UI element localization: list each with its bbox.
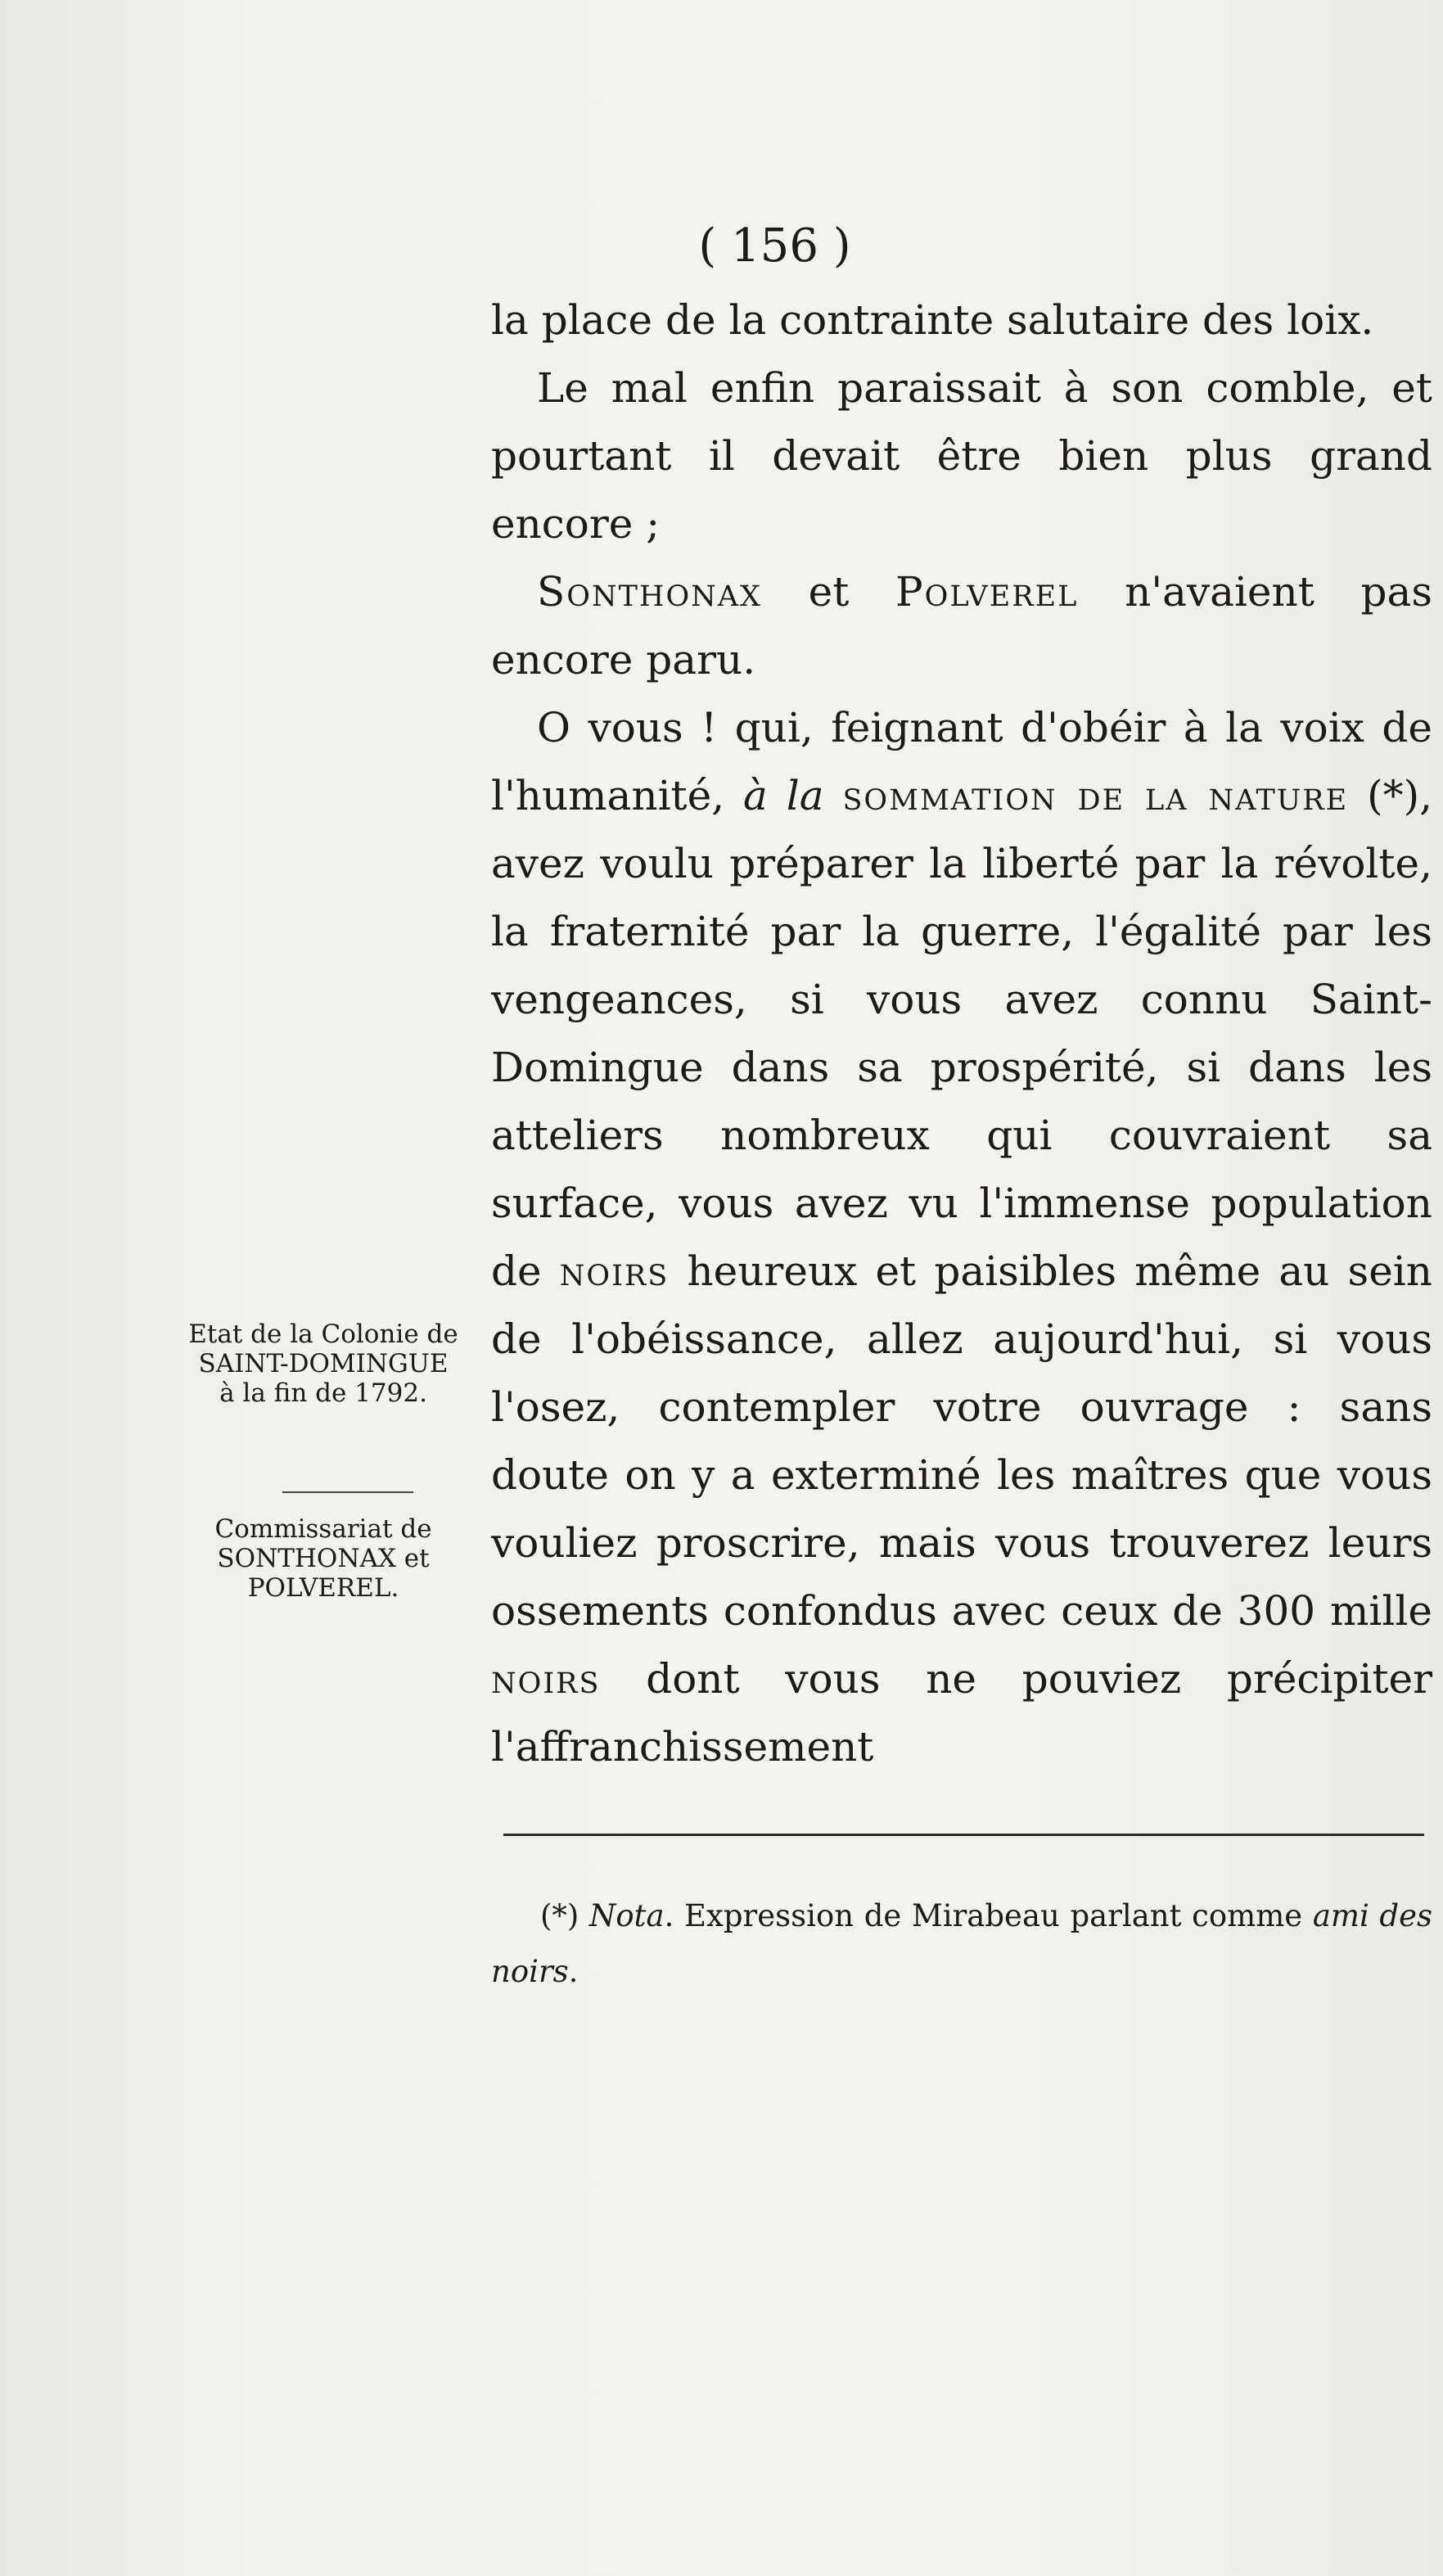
italic-nota: Nota [589,1898,665,1933]
text-run: (*), avez voulu préparer la liberté par la révolte, la fraternité par la guerre, l'égalité par les vengeances, si vous avez connu Saint-Domingue dans sa prospérité, si dans les atteliers nombreux qui couvraient sa surface, vous avez vu l'immense population de [491,772,1432,1295]
name-polverel: Polverel [895,568,1079,616]
page-number: ( 156 ) [698,219,851,273]
paragraph-4 [491,694,1432,1781]
paragraph-3 [491,558,1432,694]
margin-note-commissariat: Commissariat de SONTHONAX et POLVEREL. [214,1514,432,1603]
text-run: n'avaient pas encore paru. [491,568,1432,683]
margin-note-divider [282,1491,413,1493]
text-run: heureux et paisibles même au sein de l'obéissance, allez aujourd'hui, si vous l'osez, contempler votre ouvrage : sans doute on y a exterminé les maîtres que vous vouliez proscrire, mais vous trouverez leurs ossements confondus avec ceux de 300 mille [491,1247,1432,1635]
word-noirs: noirs [491,1655,601,1703]
footnote [491,1888,1432,2000]
italic-a-la: à la [743,772,824,819]
italic-ami-des-noirs: ami des noirs [491,1898,1433,1989]
text-run: et [761,568,896,616]
text-run: (*) [540,1898,590,1933]
name-sonthonax: Sonthonax [537,568,762,616]
text-run: O vous ! qui, feignant d'obéir à la voix de l'humanité, [491,704,1432,819]
text-run [824,772,843,819]
main-text [491,286,1432,1781]
text-run: dont vous ne pouviez précipiter l'affranchissement [491,1655,1432,1771]
sommation-phrase: sommation de la nature [842,772,1349,819]
paragraph-2: Le mal enfin paraissait à son comble, et pourtant il devait être bien plus grand encore ; [491,364,1432,548]
footnote-text [491,1888,1432,2000]
paragraph-1: la place de la contrainte salutaire des loix. [491,296,1374,344]
text-run: . Expression de Mirabeau parlant comme [664,1898,1313,1933]
word-noirs: noirs [559,1247,670,1295]
margin-note-colony-state: Etat de la Colonie de SAINT-DOMINGUE à la fin de 1792. [188,1320,458,1408]
footnote-divider [503,1834,1424,1836]
text-run: . [568,1954,579,1989]
